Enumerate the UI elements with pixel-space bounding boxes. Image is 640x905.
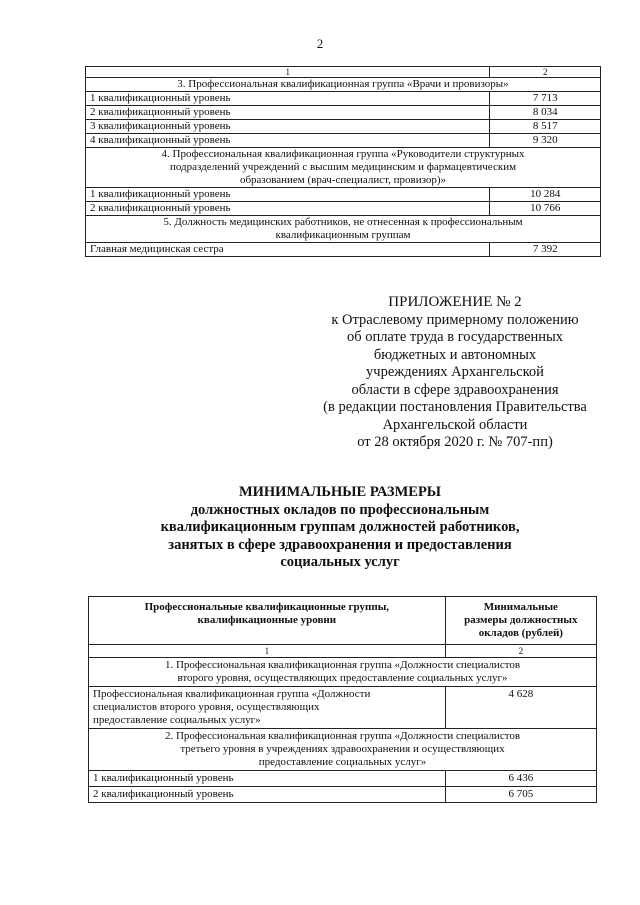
page-number: 2: [316, 36, 324, 51]
header-line: Минимальные: [483, 601, 558, 613]
appendix-line: Архангельской области: [382, 416, 528, 433]
section-heading: [89, 658, 597, 687]
header-line: размеры должностных: [464, 614, 578, 626]
row-label: 3 квалификационный уровень: [86, 120, 490, 134]
row-value: 10 766: [490, 202, 601, 216]
table-row: [89, 687, 597, 729]
column-index-1: 1: [89, 645, 446, 658]
heading-line: 4. Профессиональная квалификационная группа «Руководители структурных: [161, 148, 525, 160]
header-line: окладов (рублей): [478, 627, 563, 639]
appendix-line: области в сфере здравоохранения: [351, 381, 559, 398]
row-label: 1 квалификационный уровень: [86, 92, 490, 106]
row-value: 6 436: [445, 771, 596, 787]
row-value: 7 713: [490, 92, 601, 106]
title-line: квалификационным группам должностей работников,: [160, 519, 520, 535]
heading-line: подразделений учреждений с высшим медицинским и фармацевтическим: [169, 161, 517, 173]
section-heading-row: [86, 148, 601, 188]
table-row: [86, 106, 601, 120]
table-row: [89, 787, 597, 803]
appendix-line: учреждениях Архангельской: [366, 364, 544, 380]
section-heading-row: [86, 216, 601, 243]
row-label: Главная медицинская сестра: [86, 243, 490, 257]
appendix-line: к Отраслевому примерному положению: [331, 311, 579, 328]
document-title: [100, 484, 580, 572]
column-index-1: 1: [86, 67, 490, 78]
row-value: 8 034: [490, 106, 601, 120]
table-row: [89, 771, 597, 787]
heading-line: второго уровня, осуществляющих предоставление социальных услуг»: [177, 672, 508, 684]
header-min-salary: [445, 597, 596, 645]
table-row: [86, 188, 601, 202]
section-heading-row: [86, 78, 601, 92]
header-line: квалификационные уровни: [197, 614, 337, 626]
header-row: [89, 597, 597, 645]
section-heading: [89, 729, 597, 771]
heading-line: квалификационным группам: [275, 229, 411, 241]
column-index-2: 2: [490, 67, 601, 78]
appendix-line: от 28 октября 2020 г. № 707-пп): [357, 434, 553, 450]
appendix-title: ПРИЛОЖЕНИЕ № 2: [388, 294, 522, 310]
row-label: 2 квалификационный уровень: [89, 787, 446, 803]
label-line: Профессиональная квалификационная группа «Должности: [93, 688, 371, 700]
section-heading-row: [89, 729, 597, 771]
salary-table-bottom: [88, 596, 597, 803]
section-heading: [86, 148, 601, 188]
row-value: 6 705: [445, 787, 596, 803]
label-line: предоставление социальных услуг»: [93, 714, 261, 726]
salary-table-top: [85, 66, 601, 257]
table-row: [86, 243, 601, 257]
heading-line: предоставление социальных услуг»: [258, 756, 427, 768]
row-label: [89, 687, 446, 729]
header-line: Профессиональные квалификационные группы,: [144, 601, 390, 613]
title-line: должностных окладов по профессиональным: [190, 501, 490, 518]
header-groups: [89, 597, 446, 645]
heading-line: 5. Должность медицинских работников, не отнесенная к профессиональным: [163, 216, 523, 228]
table-row: [86, 134, 601, 148]
row-value: 10 284: [490, 188, 601, 202]
row-label: 1 квалификационный уровень: [89, 771, 446, 787]
label-line: специалистов второго уровня, осуществляющих: [93, 701, 320, 713]
heading-line: образованием (врач-специалист, провизор)»: [239, 174, 447, 186]
appendix-line: бюджетных и автономных: [373, 346, 537, 363]
row-label: 1 квалификационный уровень: [86, 188, 490, 202]
appendix-line: об оплате труда в государственных: [346, 329, 564, 345]
column-index-row: [86, 67, 601, 78]
heading-line: третьего уровня в учреждениях здравоохранения и осуществляющих: [180, 743, 505, 755]
row-label: 2 квалификационный уровень: [86, 106, 490, 120]
appendix-line: (в редакции постановления Правительства: [323, 399, 587, 415]
column-index-2: 2: [445, 645, 596, 658]
row-value: 8 517: [490, 120, 601, 134]
row-value: 7 392: [490, 243, 601, 257]
row-value: 4 628: [445, 687, 596, 729]
table-row: [86, 120, 601, 134]
heading-line: 1. Профессиональная квалификационная группа «Должности специалистов: [164, 659, 521, 671]
table-row: [86, 92, 601, 106]
column-index-row: [89, 645, 597, 658]
row-label: 2 квалификационный уровень: [86, 202, 490, 216]
section-heading-row: [89, 658, 597, 687]
title-line: МИНИМАЛЬНЫЕ РАЗМЕРЫ: [238, 484, 442, 500]
appendix-block: [300, 294, 610, 452]
row-label: 4 квалификационный уровень: [86, 134, 490, 148]
title-line: социальных услуг: [280, 554, 400, 570]
row-value: 9 320: [490, 134, 601, 148]
title-line: занятых в сфере здравоохранения и предоставления: [168, 536, 512, 553]
section-heading: 3. Профессиональная квалификационная группа «Врачи и провизоры»: [86, 78, 601, 92]
table-row: [86, 202, 601, 216]
heading-line: 2. Профессиональная квалификационная группа «Должности специалистов: [164, 730, 521, 742]
section-heading: [86, 216, 601, 243]
